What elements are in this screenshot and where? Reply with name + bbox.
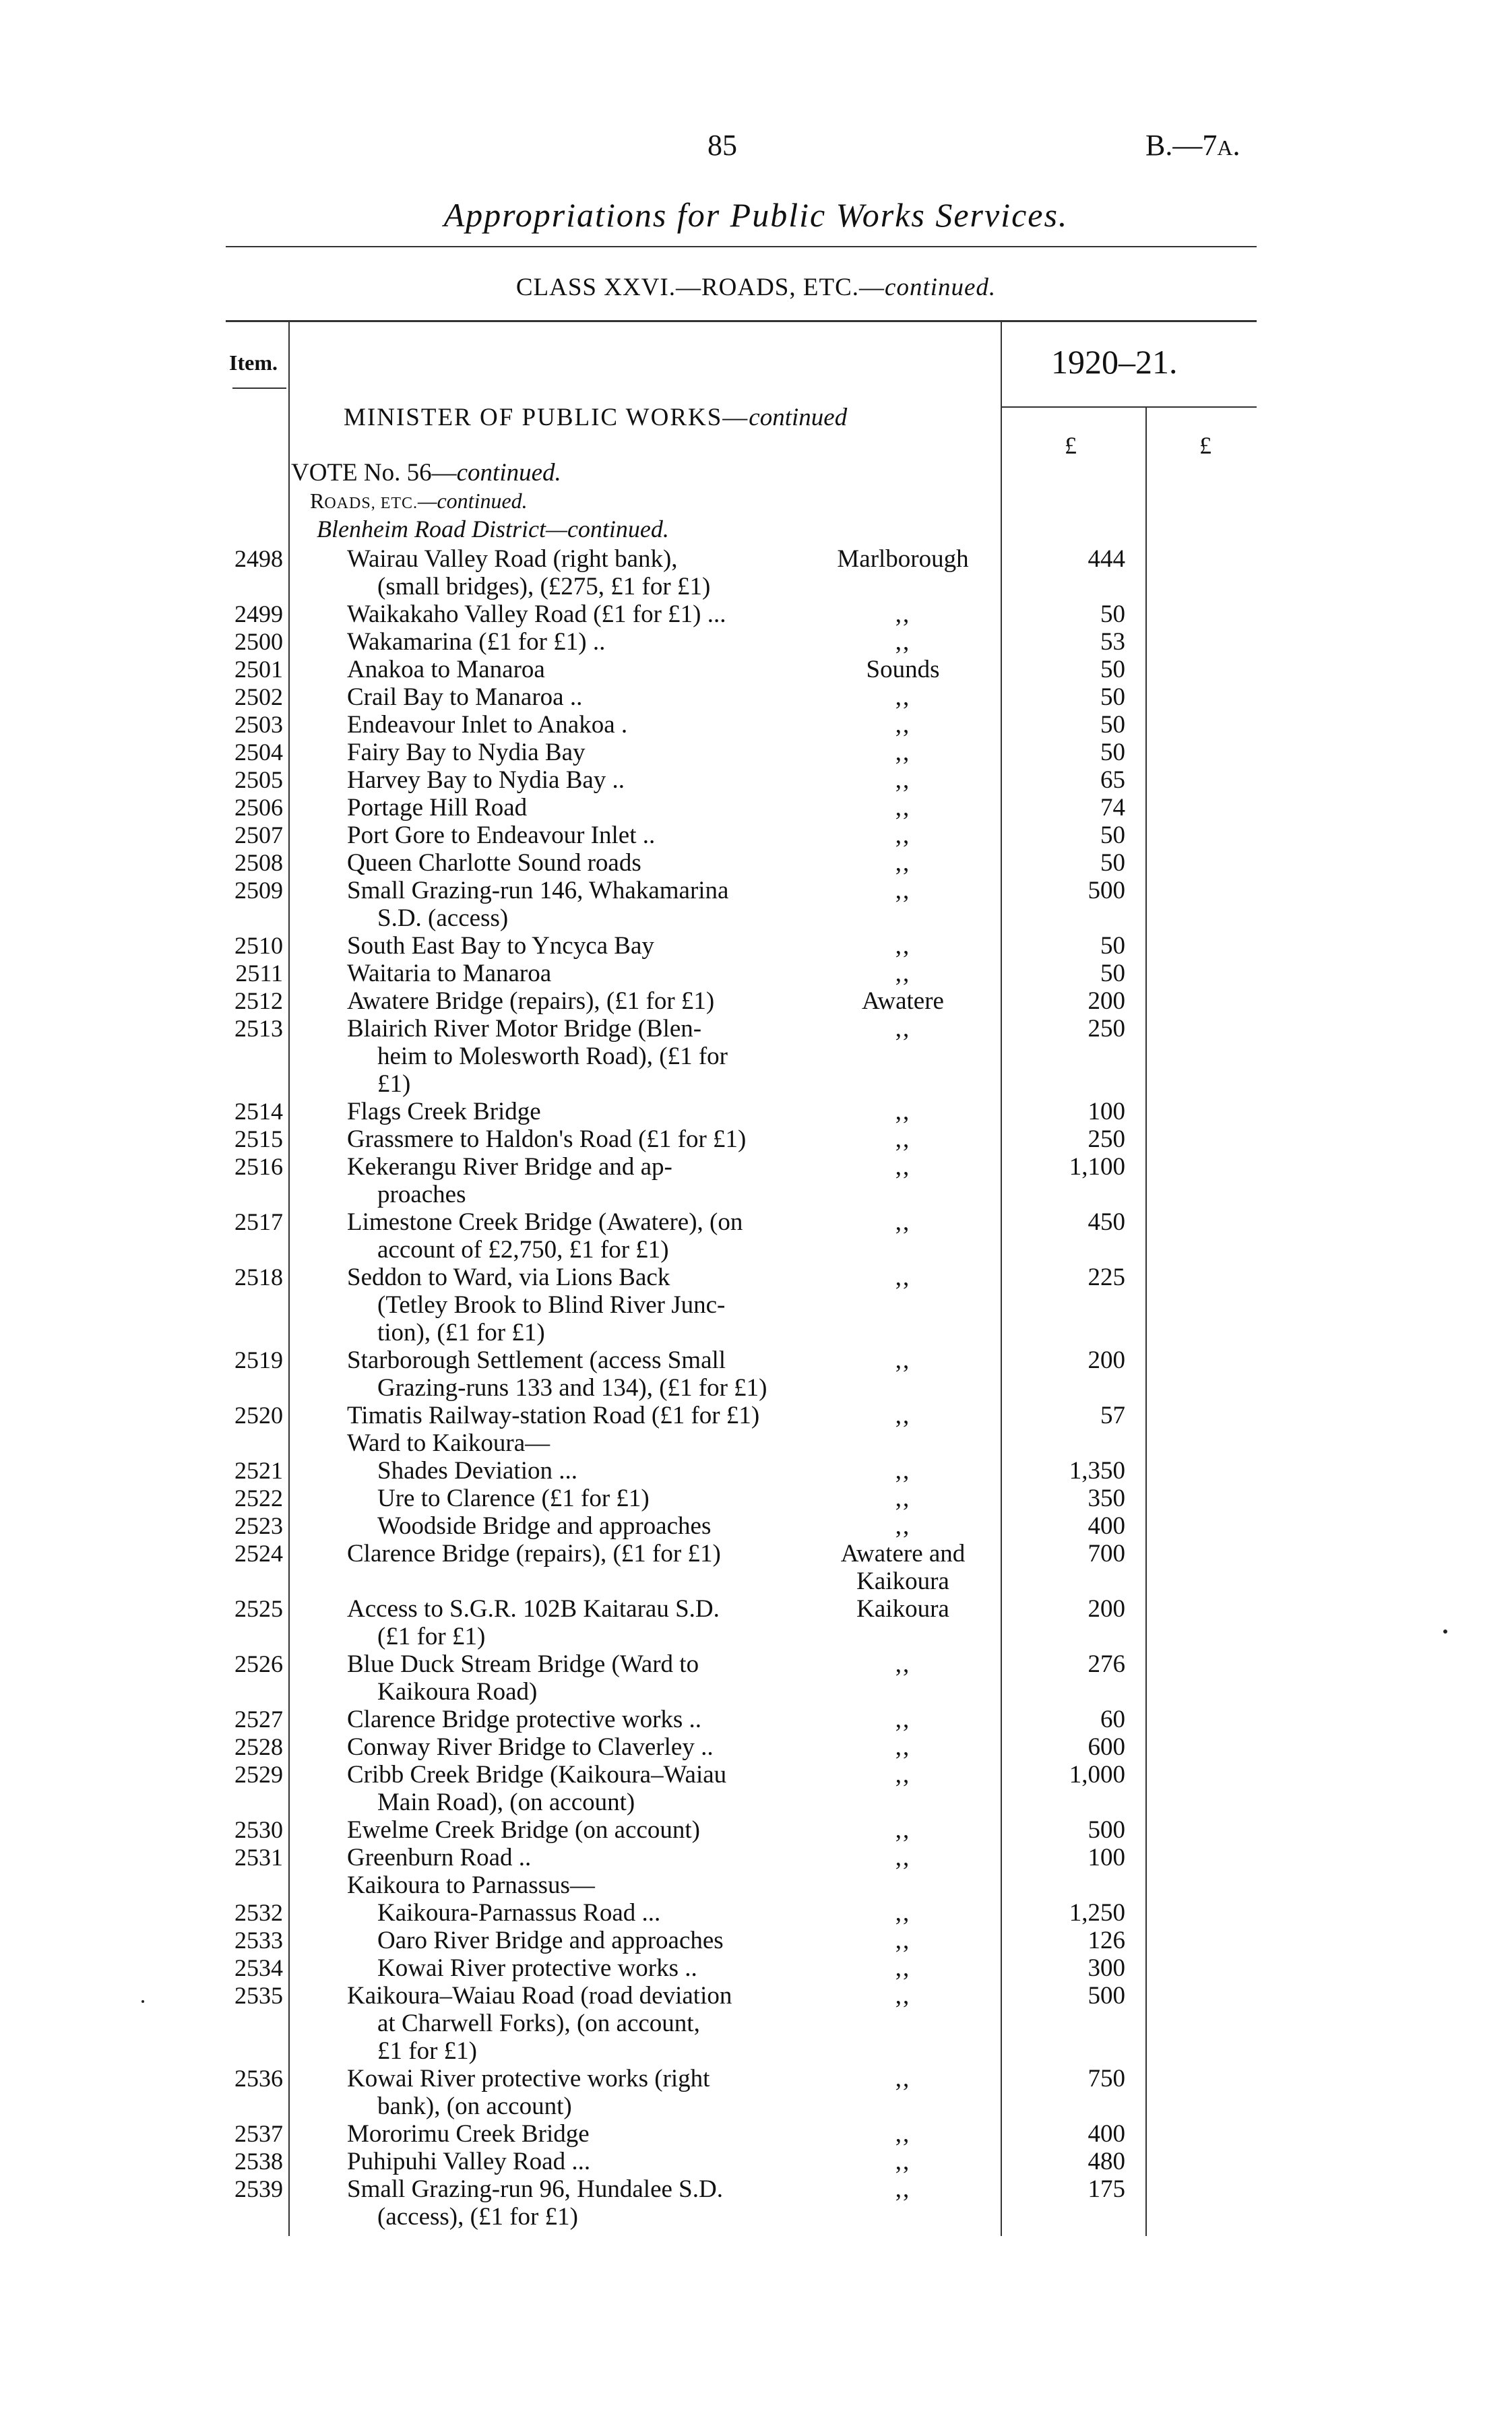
item-description-line: Kowai River protective works (right — [347, 2065, 710, 2092]
item-district: ,, — [895, 1733, 911, 1761]
item-amount: 276 — [1088, 1650, 1125, 1678]
item-number: 2510 — [234, 932, 283, 959]
item-district: ,, — [895, 1015, 911, 1043]
item-description-line: Waitaria to Manaroa — [347, 960, 552, 987]
item-number: 2523 — [234, 1512, 283, 1539]
vote-text: VOTE No. 56— — [291, 459, 457, 487]
item-district: ,, — [895, 1098, 911, 1125]
item-district: ,, — [895, 960, 911, 987]
item-number: 2506 — [234, 794, 283, 821]
doc-ref-dot: . — [1232, 129, 1240, 162]
roads-continued: —continued. — [418, 489, 528, 513]
item-amount: 50 — [1100, 821, 1125, 849]
item-description-line: Oaro River Bridge and approaches — [377, 1927, 724, 1954]
item-district: ,, — [895, 1346, 911, 1374]
roads-rest: OADS, ETC. — [324, 495, 418, 512]
item-number: 2505 — [234, 766, 283, 793]
item-number: 2525 — [234, 1595, 283, 1622]
item-district: ,, — [895, 1402, 911, 1429]
item-amount: 126 — [1088, 1927, 1125, 1954]
item-description-line: Seddon to Ward, via Lions Back — [347, 1264, 670, 1291]
item-description-line: Limestone Creek Bridge (Awatere), (on — [347, 1208, 743, 1236]
item-amount: 200 — [1088, 1595, 1125, 1623]
item-description-line: Access to S.G.R. 102B Kaitarau S.D. — [347, 1595, 720, 1623]
item-description-line: bank), (on account) — [377, 2092, 572, 2120]
item-number: 2531 — [234, 1844, 283, 1871]
item-number: 2524 — [234, 1540, 283, 1567]
document-reference — [1145, 128, 1240, 162]
item-number: 2535 — [234, 1982, 283, 2009]
item-number: 2511 — [235, 960, 283, 987]
item-description-line: Harvey Bay to Nydia Bay .. — [347, 766, 625, 794]
item-description-line: Small Grazing-run 96, Hundalee S.D. — [347, 2175, 723, 2203]
item-description-line: Wakamarina (£1 for £1) .. — [347, 628, 606, 656]
item-number: 2529 — [234, 1761, 283, 1788]
item-description-line: Blairich River Motor Bridge (Blen- — [347, 1015, 702, 1043]
item-district: ,, — [895, 1264, 911, 1291]
item-description-line: Greenburn Road .. — [347, 1844, 532, 1871]
item-amount: 1,350 — [1069, 1457, 1125, 1485]
item-description-line: Crail Bay to Manaroa .. — [347, 683, 583, 711]
item-number: 2532 — [234, 1899, 283, 1926]
pound-sign-left: £ — [1065, 432, 1077, 459]
item-description-line: Puhipuhi Valley Road ... — [347, 2148, 591, 2175]
item-amount: 50 — [1100, 849, 1125, 877]
item-number: 2515 — [234, 1125, 283, 1152]
doc-ref-main: B.—7 — [1145, 129, 1218, 162]
vote-heading — [291, 458, 561, 487]
print-speck — [141, 2000, 144, 2003]
item-amount: 400 — [1088, 2120, 1125, 2148]
item-number: 2499 — [234, 600, 283, 627]
item-description-line: heim to Molesworth Road), (£1 for — [377, 1043, 728, 1070]
item-district: ,, — [895, 1982, 911, 2010]
item-description-line: proaches — [377, 1181, 466, 1208]
item-description-line: Clarence Bridge (repairs), (£1 for £1) — [347, 1540, 721, 1568]
page-title: Appropriations for Public Works Services. — [443, 196, 1069, 234]
item-district: ,, — [895, 711, 911, 739]
item-description-line: Port Gore to Endeavour Inlet .. — [347, 821, 656, 849]
item-description-line: £1 for £1) — [377, 2037, 477, 2065]
item-district: ,, — [895, 2175, 911, 2203]
item-amount: 500 — [1088, 1982, 1125, 2010]
item-description-line: Kaikoura Road) — [377, 1678, 538, 1706]
item-description-line: account of £2,750, £1 for £1) — [377, 1236, 669, 1264]
item-description-line: (Tetley Brook to Blind River Junc- — [377, 1291, 726, 1319]
item-amount: 53 — [1100, 628, 1125, 656]
item-district: ,, — [895, 2065, 911, 2092]
pound-column-divider — [1145, 408, 1147, 2236]
item-description-line: Conway River Bridge to Claverley .. — [347, 1733, 714, 1761]
item-district: Awatere and — [840, 1540, 966, 1568]
item-number: 2502 — [234, 683, 283, 710]
item-description-line: at Charwell Forks), (on account, — [377, 2010, 700, 2037]
item-district: ,, — [895, 1761, 911, 1789]
item-amount: 65 — [1100, 766, 1125, 794]
item-district: Awatere — [862, 987, 944, 1015]
item-district: ,, — [895, 849, 911, 877]
item-number: 2507 — [234, 821, 283, 848]
item-amount: 60 — [1100, 1706, 1125, 1733]
item-description-line: Starborough Settlement (access Small — [347, 1346, 726, 1374]
item-description-line: (small bridges), (£275, £1 for £1) — [377, 573, 711, 600]
item-description-line: Kekerangu River Bridge and ap- — [347, 1153, 672, 1181]
item-description-line: (access), (£1 for £1) — [377, 2203, 578, 2231]
class-heading-continued: continued. — [885, 274, 997, 301]
item-amount: 500 — [1088, 1816, 1125, 1844]
item-district: ,, — [895, 1457, 911, 1485]
item-number: 2520 — [234, 1402, 283, 1429]
vote-continued: continued. — [456, 459, 561, 487]
item-number: 2534 — [234, 1954, 283, 1981]
item-district: ,, — [895, 794, 911, 821]
item-district: ,, — [895, 683, 911, 711]
item-amount: 400 — [1088, 1512, 1125, 1540]
item-description-line: Blue Duck Stream Bridge (Ward to — [347, 1650, 699, 1678]
item-amount: 175 — [1088, 2175, 1125, 2203]
item-district: ,, — [895, 628, 911, 656]
item-description-line: Small Grazing-run 146, Whakamarina — [347, 877, 729, 904]
class-heading — [0, 273, 1512, 302]
item-amount: 100 — [1088, 1098, 1125, 1125]
item-amount: 750 — [1088, 2065, 1125, 2092]
doc-ref-suffix: A — [1217, 135, 1233, 160]
item-district: ,, — [895, 1844, 911, 1871]
roads-subheading — [310, 489, 528, 514]
item-district-continued: Kaikoura — [856, 1568, 949, 1595]
item-number: 2501 — [234, 656, 283, 683]
item-description-line: (£1 for £1) — [377, 1623, 486, 1650]
item-description-line: tion), (£1 for £1) — [377, 1319, 545, 1346]
item-description-line: Fairy Bay to Nydia Bay — [347, 739, 586, 766]
item-number: 2504 — [234, 739, 283, 766]
item-district: Marlborough — [837, 545, 969, 573]
item-amount: 200 — [1088, 987, 1125, 1015]
item-description-line: Flags Creek Bridge — [347, 1098, 541, 1125]
table-top-rule — [226, 320, 1257, 322]
item-description-line: Mororimu Creek Bridge — [347, 2120, 590, 2148]
item-number: 2533 — [234, 1927, 283, 1954]
item-amount: 57 — [1100, 1402, 1125, 1429]
item-number: 2514 — [234, 1098, 283, 1125]
item-amount: 600 — [1088, 1733, 1125, 1761]
class-heading-text: CLASS XXVI.—ROADS, ETC.— — [515, 274, 885, 301]
item-description-line: S.D. (access) — [377, 904, 509, 932]
item-amount: 350 — [1088, 1485, 1125, 1512]
item-district: ,, — [895, 1816, 911, 1844]
item-number: 2498 — [234, 545, 283, 572]
item-amount: 50 — [1100, 739, 1125, 766]
minister-text: MINISTER OF PUBLIC WORKS— — [344, 404, 749, 431]
item-district: Sounds — [866, 656, 940, 683]
item-number: 2508 — [234, 849, 283, 876]
item-description-line: Timatis Railway-station Road (£1 for £1) — [347, 1402, 760, 1429]
item-number: 2536 — [234, 2065, 283, 2092]
item-amount: 50 — [1100, 600, 1125, 628]
item-district: Kaikoura — [856, 1595, 949, 1623]
item-number: 2509 — [234, 877, 283, 904]
item-amount: 74 — [1100, 794, 1125, 821]
item-description-line: Grazing-runs 133 and 134), (£1 for £1) — [377, 1374, 767, 1402]
item-district: ,, — [895, 932, 911, 960]
item-description-line: Ure to Clarence (£1 for £1) — [377, 1485, 650, 1512]
item-district: ,, — [895, 1706, 911, 1733]
item-number: 2530 — [234, 1816, 283, 1843]
item-number: 2527 — [234, 1706, 283, 1733]
minister-continued: continued — [749, 404, 848, 431]
item-description-line: Kaikoura to Parnassus— — [347, 1871, 595, 1899]
item-number: 2521 — [234, 1457, 283, 1484]
item-amount: 50 — [1100, 711, 1125, 739]
item-amount: 250 — [1088, 1015, 1125, 1043]
title-rule — [226, 246, 1257, 247]
item-amount: 50 — [1100, 683, 1125, 711]
item-number: 2503 — [234, 711, 283, 738]
item-district: ,, — [895, 1927, 911, 1954]
pound-sign-right: £ — [1199, 432, 1211, 459]
item-district: ,, — [895, 877, 911, 904]
year-column-header: 1920–21. — [1051, 343, 1178, 381]
item-description-line: Main Road), (on account) — [377, 1789, 635, 1816]
item-district: ,, — [895, 766, 911, 794]
item-district: ,, — [895, 739, 911, 766]
item-description-line: Wairau Valley Road (right bank), — [347, 545, 678, 573]
item-district: ,, — [895, 1485, 911, 1512]
item-number: 2516 — [234, 1153, 283, 1180]
item-description-line: Endeavour Inlet to Anakoa . — [347, 711, 628, 739]
item-amount: 500 — [1088, 877, 1125, 904]
item-description-line: Awatere Bridge (repairs), (£1 for £1) — [347, 987, 715, 1015]
item-number: 2537 — [234, 2120, 283, 2147]
item-district: ,, — [895, 821, 911, 849]
item-description-line: Kaikoura–Waiau Road (road deviation — [347, 1982, 732, 2010]
item-description-line: Portage Hill Road — [347, 794, 528, 821]
item-description-line: Woodside Bridge and approaches — [377, 1512, 712, 1540]
item-number: 2517 — [234, 1208, 283, 1235]
item-description-line: Kaikoura-Parnassus Road ... — [377, 1899, 661, 1927]
page-number: 85 — [707, 129, 737, 162]
item-description-line: Kowai River protective works .. — [377, 1954, 697, 1982]
item-amount: 700 — [1088, 1540, 1125, 1568]
item-number: 2522 — [234, 1485, 283, 1512]
item-number: 2526 — [234, 1650, 283, 1677]
item-description-line: Waikakaho Valley Road (£1 for £1) ... — [347, 600, 726, 628]
item-amount: 450 — [1088, 1208, 1125, 1236]
item-amount: 480 — [1088, 2148, 1125, 2175]
item-description-line: £1) — [377, 1070, 411, 1098]
item-number: 2518 — [234, 1264, 283, 1291]
item-amount: 225 — [1088, 1264, 1125, 1291]
item-district: ,, — [895, 1153, 911, 1181]
item-number: 2512 — [234, 987, 283, 1014]
item-amount: 50 — [1100, 656, 1125, 683]
item-amount: 1,100 — [1069, 1153, 1125, 1181]
item-description-line: Shades Deviation ... — [377, 1457, 577, 1485]
item-district: ,, — [895, 2148, 911, 2175]
item-district: ,, — [895, 1208, 911, 1236]
roads-initial: R — [310, 489, 325, 513]
item-amount: 250 — [1088, 1125, 1125, 1153]
item-district: ,, — [895, 1954, 911, 1982]
item-description-line: Cribb Creek Bridge (Kaikoura–Waiau — [347, 1761, 727, 1789]
item-district: ,, — [895, 1899, 911, 1927]
item-number: 2513 — [234, 1015, 283, 1042]
item-description-line: South East Bay to Yncyca Bay — [347, 932, 654, 960]
item-district: ,, — [895, 600, 911, 628]
item-description-line: Ward to Kaikoura— — [347, 1429, 550, 1457]
item-amount: 300 — [1088, 1954, 1125, 1982]
amount-column-divider — [1001, 322, 1002, 2236]
item-description-line: Clarence Bridge protective works .. — [347, 1706, 702, 1733]
item-number: 2528 — [234, 1733, 283, 1760]
item-description-line: Grassmere to Haldon's Road (£1 for £1) — [347, 1125, 747, 1153]
item-column-divider — [288, 322, 290, 2236]
item-district: ,, — [895, 1650, 911, 1678]
item-amount: 444 — [1088, 545, 1125, 573]
district-subheading: Blenheim Road District—continued. — [317, 516, 669, 542]
item-amount: 50 — [1100, 932, 1125, 960]
minister-heading — [344, 403, 847, 432]
item-description-line: Queen Charlotte Sound roads — [347, 849, 641, 877]
item-district: ,, — [895, 1512, 911, 1540]
item-amount: 50 — [1100, 960, 1125, 987]
item-number: 2538 — [234, 2148, 283, 2175]
item-description-line: Ewelme Creek Bridge (on account) — [347, 1816, 700, 1844]
item-amount: 200 — [1088, 1346, 1125, 1374]
item-number: 2519 — [234, 1346, 283, 1373]
print-speck — [1443, 1630, 1447, 1634]
item-amount: 1,000 — [1069, 1761, 1125, 1789]
item-district: ,, — [895, 1125, 911, 1153]
item-district: ,, — [895, 2120, 911, 2148]
item-amount: 100 — [1088, 1844, 1125, 1871]
item-amount: 1,250 — [1069, 1899, 1125, 1927]
item-number: 2500 — [234, 628, 283, 655]
item-number: 2539 — [234, 2175, 283, 2202]
year-header-rule — [1002, 406, 1257, 408]
item-description-line: Anakoa to Manaroa — [347, 656, 545, 683]
item-column-header: Item. — [229, 350, 278, 375]
item-header-rule — [232, 387, 286, 389]
